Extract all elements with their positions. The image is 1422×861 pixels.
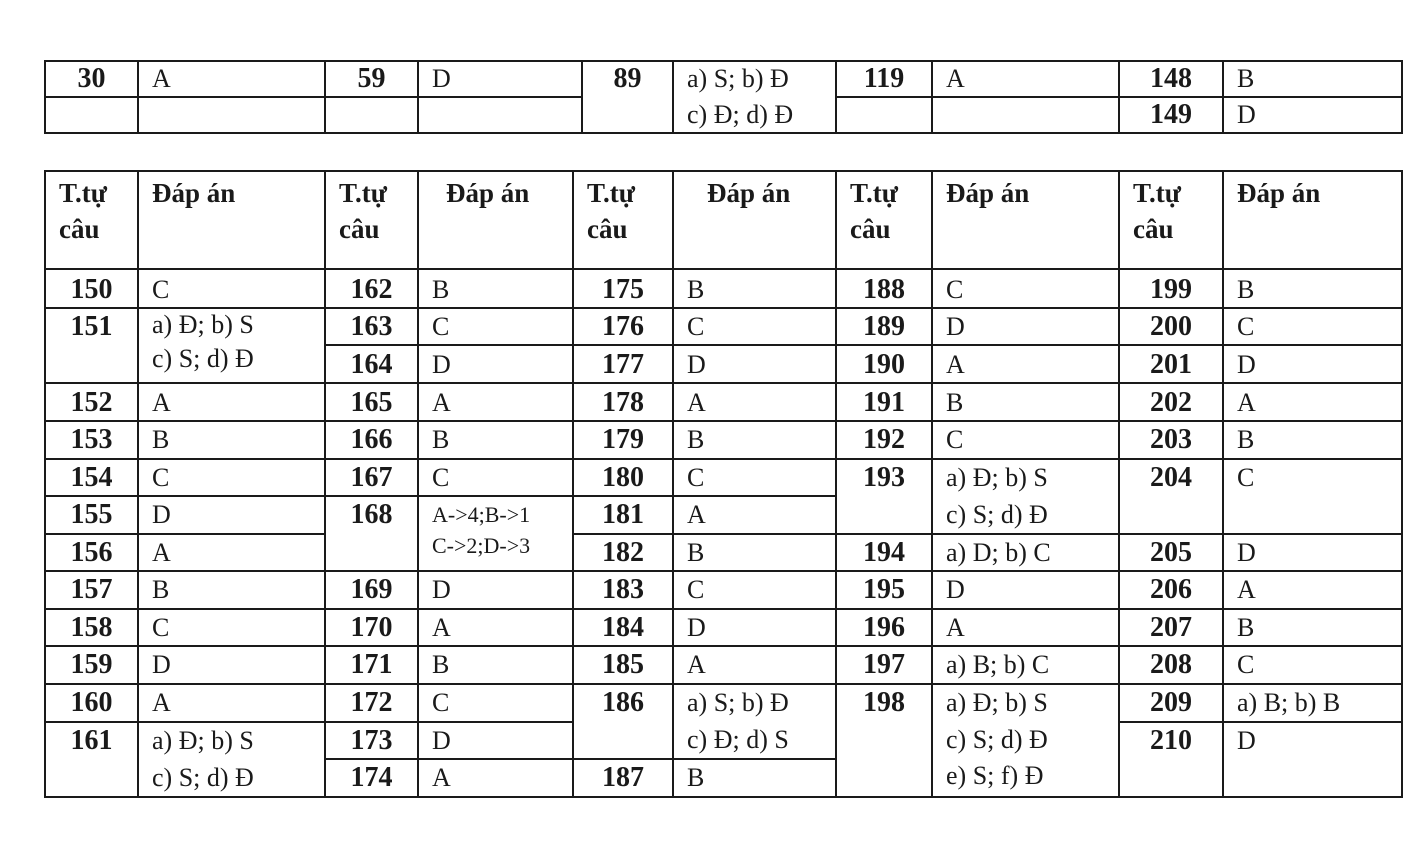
answer-cell: A	[432, 763, 451, 792]
answer-cell: B	[152, 425, 170, 454]
answer-cell: A	[152, 688, 171, 717]
answer-cell: A	[1237, 388, 1256, 417]
answer-cell: D	[432, 350, 451, 379]
answer-cell: D	[1237, 100, 1256, 129]
answer-cell: C	[432, 312, 450, 341]
question-number: 193	[863, 462, 905, 493]
answer-cell: C	[152, 463, 170, 492]
answer-cell: B	[687, 763, 705, 792]
answer-cell: D	[152, 650, 171, 679]
answer-cell: D	[1237, 350, 1256, 379]
question-number: 163	[350, 311, 393, 342]
answer-cell: D	[687, 350, 706, 379]
answer-cell: C	[152, 613, 170, 642]
question-number: 169	[350, 574, 393, 605]
answer-cell: A	[946, 350, 965, 379]
question-number: 201	[1150, 349, 1192, 380]
answer-cell: C->2;D->3	[432, 533, 531, 558]
answer-cell: B	[1237, 64, 1255, 93]
question-number: 202	[1150, 387, 1192, 418]
question-number: 190	[863, 349, 905, 380]
question-number: 204	[1150, 462, 1192, 493]
question-number: 199	[1150, 274, 1192, 305]
header-answer-label: Đáp án	[707, 178, 791, 208]
answer-cell: a) S; b) Đ	[687, 688, 789, 717]
answer-cell: D	[946, 575, 965, 604]
question-number: 167	[350, 462, 393, 493]
answer-cell: B	[432, 425, 450, 454]
answer-cell: c) S; d) Đ	[946, 500, 1048, 529]
header-answer-label: Đáp án	[1237, 178, 1321, 208]
question-number: 174	[350, 762, 393, 793]
question-number: 205	[1150, 537, 1192, 568]
answer-cell: C	[946, 275, 964, 304]
answer-cell: A	[432, 388, 451, 417]
question-number: 203	[1150, 424, 1192, 455]
answer-cell: B	[1237, 425, 1255, 454]
question-number: 188	[863, 274, 905, 305]
answer-cell: D	[432, 575, 451, 604]
answer-cell: A	[1237, 575, 1256, 604]
answer-cell: C	[687, 312, 705, 341]
question-number: 200	[1150, 311, 1192, 342]
question-number: 180	[602, 462, 644, 493]
answer-cell: B	[946, 388, 964, 417]
header-answer-label: Đáp án	[446, 178, 530, 208]
answer-cell: D	[432, 64, 451, 93]
question-number: 181	[602, 499, 644, 530]
answer-cell: D	[946, 312, 965, 341]
answer-cell: B	[1237, 613, 1255, 642]
answer-cell: A	[687, 388, 706, 417]
question-number: 186	[602, 687, 644, 718]
answer-cell: a) B; b) B	[1237, 688, 1341, 717]
answer-cell: B	[152, 575, 170, 604]
question-number: 89	[613, 63, 642, 94]
answer-cell: B	[432, 650, 450, 679]
header-question-label: T.tự câu	[1133, 178, 1181, 244]
question-number: 173	[350, 725, 393, 756]
question-number: 151	[70, 311, 113, 342]
header-answer-label: Đáp án	[946, 178, 1030, 208]
question-number: 164	[350, 349, 393, 380]
answer-cell: A	[946, 64, 965, 93]
answer-cell: c) S; d) Đ	[946, 725, 1048, 754]
question-number: 150	[70, 274, 113, 305]
question-number: 189	[863, 311, 905, 342]
answer-cell: B	[1237, 275, 1255, 304]
answer-cell: a) B; b) C	[946, 650, 1050, 679]
answer-cell: B	[432, 275, 450, 304]
question-number: 194	[863, 537, 905, 568]
question-number: 208	[1150, 649, 1192, 680]
question-number: 192	[863, 424, 905, 455]
header-question-label: T.tự câu	[339, 178, 387, 244]
answer-cell: a) Đ; b) S	[946, 463, 1048, 492]
question-number: 170	[350, 612, 393, 643]
answer-cell: e) S; f) Đ	[946, 761, 1044, 790]
answer-cell: C	[687, 575, 705, 604]
question-number: 185	[602, 649, 644, 680]
header-question-label: T.tự câu	[59, 178, 107, 244]
question-number: 182	[602, 537, 644, 568]
question-number: 154	[70, 462, 113, 493]
question-number: 177	[602, 349, 644, 380]
question-number: 152	[70, 387, 113, 418]
question-number: 156	[70, 537, 113, 568]
question-number: 153	[70, 424, 113, 455]
answer-cell: A	[687, 500, 706, 529]
question-number: 207	[1150, 612, 1192, 643]
answer-cell: A	[152, 64, 171, 93]
question-number: 148	[1150, 63, 1192, 94]
answer-cell: a) Đ; b) S	[152, 310, 254, 339]
question-number: 160	[70, 687, 113, 718]
question-number: 165	[350, 387, 393, 418]
answer-cell: a) D; b) C	[946, 538, 1051, 567]
question-number: 183	[602, 574, 644, 605]
answer-cell: C	[1237, 463, 1255, 492]
answer-cell: C	[432, 463, 450, 492]
answer-cell: c) S; d) Đ	[152, 344, 254, 373]
question-number: 191	[863, 387, 905, 418]
answer-cell: D	[152, 500, 171, 529]
question-number: 196	[863, 612, 905, 643]
question-number: 209	[1150, 687, 1192, 718]
question-number: 206	[1150, 574, 1192, 605]
answer-cell: D	[1237, 726, 1256, 755]
question-number: 195	[863, 574, 905, 605]
answer-cell: c) S; d) Đ	[152, 763, 254, 792]
answer-cell: C	[946, 425, 964, 454]
question-number: 184	[602, 612, 644, 643]
answer-cell: A	[432, 613, 451, 642]
question-number: 171	[350, 649, 393, 680]
question-number: 59	[357, 63, 386, 94]
question-number: 158	[70, 612, 113, 643]
question-number: 162	[350, 274, 393, 305]
answer-cell: C	[432, 688, 450, 717]
question-number: 179	[602, 424, 644, 455]
answer-cell: C	[152, 275, 170, 304]
question-number: 176	[602, 311, 644, 342]
answer-cell: B	[687, 425, 705, 454]
question-number: 30	[77, 63, 106, 94]
question-number: 175	[602, 274, 644, 305]
question-number: 210	[1150, 725, 1192, 756]
answer-cell: B	[687, 538, 705, 567]
question-number: 155	[70, 499, 113, 530]
answer-cell: C	[687, 463, 705, 492]
answer-cell: a) Đ; b) S	[946, 688, 1048, 717]
header-question-label: T.tự câu	[587, 178, 635, 244]
answer-cell: A	[946, 613, 965, 642]
answer-cell: B	[687, 275, 705, 304]
answer-cell: c) Đ; d) S	[687, 725, 789, 754]
answer-cell: C	[1237, 650, 1255, 679]
question-number: 157	[70, 574, 113, 605]
question-number: 198	[863, 687, 905, 718]
answer-cell: A->4;B->1	[432, 502, 531, 527]
question-number: 187	[602, 762, 644, 793]
header-answer-label: Đáp án	[152, 178, 236, 208]
question-number: 197	[863, 649, 905, 680]
question-number: 166	[350, 424, 393, 455]
answer-cell: A	[687, 650, 706, 679]
question-number: 119	[863, 63, 905, 94]
answer-cell: D	[687, 613, 706, 642]
answer-cell: C	[1237, 312, 1255, 341]
answer-cell: A	[152, 388, 171, 417]
answer-cell: c) Đ; d) Đ	[687, 100, 794, 129]
header-question-label: T.tự câu	[850, 178, 898, 244]
answer-cell: D	[432, 726, 451, 755]
question-number: 168	[350, 499, 393, 530]
question-number: 159	[70, 649, 113, 680]
answer-cell: D	[1237, 538, 1256, 567]
question-number: 161	[70, 725, 113, 756]
question-number: 149	[1150, 99, 1192, 130]
answer-cell: a) S; b) Đ	[687, 64, 789, 93]
question-number: 178	[602, 387, 644, 418]
question-number: 172	[350, 687, 393, 718]
answer-cell: a) Đ; b) S	[152, 726, 254, 755]
answer-cell: A	[152, 538, 171, 567]
